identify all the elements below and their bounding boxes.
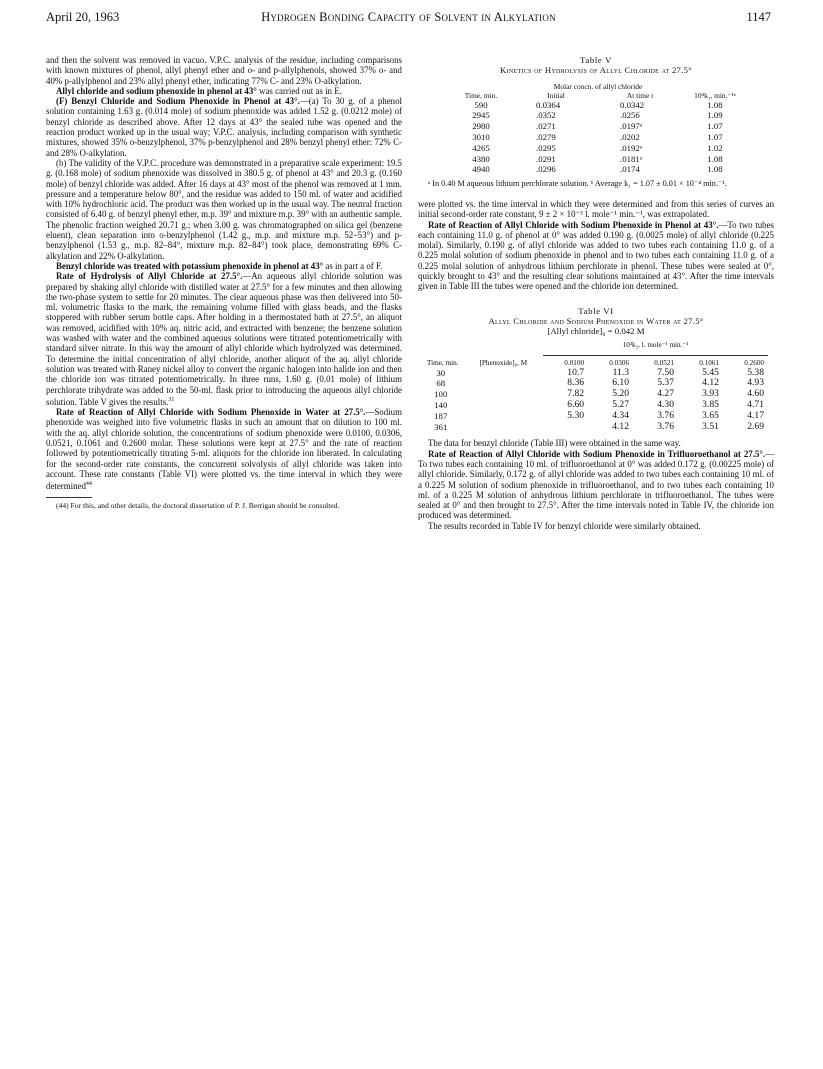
column-header: Time, min.	[464, 90, 498, 100]
table-cell: 4940	[472, 164, 490, 175]
table-cell: 2945	[472, 110, 490, 121]
table-cell: 1.02	[707, 142, 723, 153]
paragraph: and then the solvent was removed in vacuo. V.P.C. analysis of the residue, including comparisons with known mixtures of phenol, allyl phenyl ether and o- and p-allylphenols, showed 37% o- and 40% p-allylphenol and 23% allyl phenyl ether, indicating 77% C- and 23% O-alkylation.	[46, 55, 402, 86]
table-cell: 6.10	[612, 377, 630, 389]
footnote-rule	[46, 497, 92, 498]
table-cell: .0291	[536, 153, 556, 164]
paragraph: (F) Benzyl Chloride and Sodium Phenoxide in Phenol at 43°.—(a) To 30 g. of a phenol solution containing 1.63 g. (0.014 mole) of sodium phenoxide was added 1.52 g. (0.0212 mole) of benzyl chloride as described above. After 12 days at 43° the sealed tube was opened and the reaction product worked up in the usual way; V.P.C. analysis, including comparison with synthetic mixtures, showed 35% o-benzylphenol, 37% p-benzylphenol and 28% benzyl phenyl ether: 72% C- and 28% O-alkylation.	[46, 96, 402, 158]
table-cell: 5.27	[612, 398, 630, 410]
column-header: 0.2600	[744, 358, 764, 367]
table-cell: 5.30	[567, 409, 585, 421]
table-cell: .0352	[536, 110, 556, 121]
table-row	[448, 121, 748, 132]
column-header: 0.0306	[609, 358, 630, 367]
table-cell: 4.17	[747, 409, 764, 421]
table-cell: 1.08	[707, 164, 723, 175]
table-cell: 3.51	[702, 420, 719, 432]
column-header: Time, min.	[427, 358, 459, 367]
table-label: Table VI	[578, 305, 614, 316]
table-cell: 1.07	[707, 131, 723, 142]
table-cell: 3.76	[657, 409, 674, 421]
reference-mark: 44	[85, 481, 92, 488]
table-cell: 590	[474, 99, 488, 110]
table-cell: 6.60	[567, 398, 585, 410]
table-cell: .0181ᵃ	[620, 153, 643, 164]
reference-mark: 31	[168, 396, 175, 403]
table-cell	[464, 389, 544, 400]
table-row	[448, 143, 748, 154]
column-header: 0.1061	[699, 358, 719, 367]
paragraph-heading: Benzyl chloride was treated with potassium phenoxide in phenol at 43°	[56, 260, 324, 271]
table-cell: 4.60	[747, 388, 764, 400]
table-label: Table V	[579, 55, 612, 65]
table-note: ᵃ In 0.40 M aqueous lithium perchlorate solution. ᵇ Average k₁ = 1.07 ± 0.01 × 10⁻⁴ min.⁻¹.	[428, 179, 727, 189]
table-cell: 1.09	[707, 110, 723, 121]
paragraph-heading: Rate of Reaction of Allyl Chloride with Sodium Phenoxide in Water at 27.5°.	[56, 407, 366, 418]
table-cell: 4.30	[657, 398, 674, 410]
table-row	[448, 132, 748, 143]
table-cell: 11.3	[612, 366, 630, 378]
table-cell: 7.50	[657, 366, 674, 378]
column-header: 0.0100	[564, 358, 585, 367]
table-cell: 4.93	[747, 377, 764, 389]
table-cell: 10.7	[567, 366, 585, 378]
table-cell: 5.20	[612, 388, 630, 400]
left-column	[46, 55, 402, 510]
paragraph: (b) The validity of the V.P.C. procedure was demonstrated in a preparative scale experiment: 19.5 g. (0.168 mole) of sodium phenoxide was dissolved in 380.5 g. of phenol at 43° and 20.3 g. (0.160 mole) of benzyl chloride was added. After 16 days at 43° most of the phenol was removed at 1 mm. pressure and a temperature below 80°, and the residue was added to 150 ml. of water and acidified with 10% hydrochloric acid. The product was then worked up in the usual way. The neutral fraction consisted of 6.40 g. of benzyl phenyl ether, m.p. 39° and mixture m.p. 39° with an authentic sample. The phenolic fraction weighed 20.71 g.; when 3.00 g. was chromatographed on silica gel (benzene eluent), clean separation into o-benzylphenol (1.42 g., m.p. and mixture m.p. 52–53°) and p-benzylphenol (1.53 g., m.p. 82–84°, mixture m.p. 82–84°) took place, demonstrating 69% C-alkylation and 22% O-alkylation.	[46, 157, 402, 261]
table-caption: Allyl Chloride and Sodium Phenoxide in Water at 27.5°	[488, 315, 704, 326]
table-cell: .0192ᵃ	[620, 142, 643, 153]
paragraph-heading: Rate of Reaction of Allyl Chloride with Sodium Phenoxide in Trifluoroethanol at 27.5°.	[428, 448, 766, 459]
table-cell: 3010	[472, 131, 490, 142]
table-cell: .0295	[536, 142, 556, 153]
paragraph: The results recorded in Table IV for benzyl chloride were similarly obtained.	[428, 520, 701, 531]
table-subcaption: [Allyl chloride]₀ = 0.042 M	[547, 326, 645, 337]
table-cell: 68	[436, 378, 446, 389]
table-cell: .0256	[620, 110, 640, 121]
table-row	[448, 154, 748, 165]
header-date: April 20, 1963	[46, 10, 120, 24]
paragraph-heading: Rate of Hydrolysis of Allyl Chloride at 27.5°.	[56, 271, 243, 282]
table-row	[448, 100, 748, 111]
paragraph: The data for benzyl chloride (Table III) were obtained in the same way.	[428, 438, 681, 449]
table-caption: Kinetics of Hydrolysis of Allyl Chloride at 27.5°	[500, 65, 692, 76]
paragraph: Rate of Reaction of Allyl Chloride with Sodium Phenoxide in Phenol at 43°.—To two tubes each containing 11.0 g. of phenol at 0° was added 0.190 g. (0.0025 mole) of allyl chloride (0.225 molal). Similarly, 0.190 g. of allyl chloride was added to two tubes each containing 11.0 g. of a 0.225 molal solution of sodium phenoxide in phenol and to two tubes each containing 11.0 g. of a 0.225 molal solution of anhydrous lithium perchlorate in phenol. These tubes were sealed at 0°, quickly brought to 43° and the resulting clear solutions maintained at 43°. After the time intervals given in Table III the tubes were opened and the chloride ion determined.	[418, 219, 774, 292]
table-cell	[543, 422, 588, 433]
column-group-header: Molar concn. of allyl chloride	[553, 81, 643, 91]
table-row	[422, 422, 768, 433]
table-cell: 1.07	[707, 121, 723, 132]
table-cell: 4.12	[702, 377, 719, 389]
table-cell: .0296	[536, 164, 556, 175]
paragraph: were plotted vs. the time interval in which they were determined and from this series of curves an initial second-order rate constant, 9 ± 2 × 10⁻³ l. mole⁻¹ min.⁻¹, was extrapolated.	[418, 198, 775, 220]
table-cell: .0271	[536, 121, 556, 132]
paragraph: Rate of Hydrolysis of Allyl Chloride at 27.5°.—An aqueous allyl chloride solution was prepared by shaking allyl chloride with distilled water at 27.5° for a few minutes and then allowing the two-phase system to settle for 20 minutes. The clear aqueous phase was then delivered into 50-ml. volumetric flasks to the mark, the remaining volume filled with glass beads, and the flasks stoppered with rubber serum bottle caps. After holding in a thermostated bath at 27.5°, an aliquot was removed, acidified with 10% aq. nitric acid, and extracted with benzene; the benzene solution was washed with water and the combined aqueous solutions were titrated potentiometrically with standard silver nitrate. In this way the amount of allyl chloride which hydrolyzed was determined. To determine the initial concentration of allyl chloride, another aliquot of the aq. allyl chloride solution was treated with Raney nickel alloy to convert the organic halogen into halide ion and then the chloride ion was titrated potentiometrically. In three runs, 1.60 g. (0.01 mole) of lithium perchlorate trihydrate was added to the 50-ml. flask prior to introducing the aqueous allyl chloride solution. Table V gives the results.$^{31}$	[46, 271, 402, 407]
table-cell: 100	[434, 389, 448, 400]
paragraph: Benzyl chloride was treated with potassium phenoxide in phenol at 43° as in part a of F.	[56, 260, 383, 271]
table-cell	[464, 411, 544, 422]
table-cell: 361	[434, 421, 448, 432]
right-column	[418, 55, 774, 531]
table-row	[448, 110, 748, 121]
header-title: Hydrogen Bonding Capacity of Solvent in Alkylation	[261, 10, 556, 24]
table-row	[422, 411, 768, 422]
table-cell: 7.82	[567, 388, 585, 400]
table-cell: .0197ᵃ	[620, 121, 643, 132]
table-cell	[464, 368, 544, 379]
table-cell: 4380	[472, 153, 490, 164]
column-header: 10⁴k₁, min.⁻¹ᵇ	[694, 90, 736, 100]
table-vi	[422, 341, 768, 433]
table-cell: 8.36	[567, 377, 585, 389]
table-cell: 1.08	[707, 99, 723, 110]
column-header: 0.0521	[654, 358, 674, 367]
column-header: [Phenoxide]₀, M	[479, 358, 528, 367]
table-cell: 5.37	[657, 377, 674, 389]
table-cell: 0.0364	[536, 99, 561, 110]
table-cell: 140	[434, 399, 448, 410]
table-cell: 3.85	[702, 398, 719, 410]
column-header: Initial	[547, 90, 565, 100]
paragraph-heading: Allyl chloride and sodium phenoxide in phenol at 43°	[56, 85, 257, 96]
column-group-header: 10³k₂, l. mole⁻¹ min.⁻¹	[543, 341, 768, 359]
table-cell	[464, 422, 544, 433]
paragraph: Rate of Reaction of Allyl Chloride with Sodium Phenoxide in Water at 27.5°.—Sodium phenoxide was weighed into five volumetric flasks in such an amount that on dilution to 100 ml. with the aq. allyl chloride solution, the concentrations of sodium phenoxide were 0.0100, 0.0306, 0.0521, 0.1061 and 0.2600 molar. These solutions were kept at 27.5° and the rate of reaction followed by potentiometrically titrating 5-ml. aliquots for the chloride ion liberated. In calculating for the second-order rate constants, the concurrent solvolysis of allyl chloride was taken into account. These rate constants (Table VI) were plotted vs. the time interval in which they were determined$^{44}$	[46, 407, 402, 492]
table-cell: 1.08	[707, 153, 723, 164]
table-cell: 4.12	[612, 420, 630, 432]
table-cell: 5.45	[702, 366, 719, 378]
footnote: (44) For this, and other details, the doctoral dissertation of P. J. Berrigan should be consulted.	[56, 501, 340, 511]
table-cell: 2.69	[747, 420, 764, 432]
table-cell: .0174	[620, 164, 640, 175]
table-cell: 2980	[472, 121, 490, 132]
table-cell: 4265	[472, 142, 490, 153]
table-cell	[464, 400, 544, 411]
table-cell: 4.71	[747, 398, 764, 410]
table-cell: 0.0342	[620, 99, 645, 110]
page-number: 1147	[746, 10, 771, 24]
table-cell: 5.38	[747, 366, 764, 378]
paragraph-heading: (F) Benzyl Chloride and Sodium Phenoxide in Phenol at 43°.	[56, 96, 300, 107]
table-cell: 4.27	[657, 388, 674, 400]
table-cell: 4.34	[612, 409, 630, 421]
column-header: At time t	[626, 90, 654, 100]
table-cell: 187	[434, 410, 448, 421]
table-cell: 3.65	[702, 409, 719, 421]
table-cell	[464, 378, 544, 389]
table-cell: 3.76	[657, 420, 674, 432]
paragraph-heading: Rate of Reaction of Allyl Chloride with Sodium Phenoxide in Phenol at 43°.	[428, 219, 719, 230]
table-cell: .0202	[620, 131, 640, 142]
table-cell: .0279	[536, 131, 556, 142]
paragraph: Allyl chloride and sodium phenoxide in phenol at 43° was carried out as in E.	[56, 85, 342, 96]
running-header	[46, 10, 771, 28]
table-row	[448, 164, 748, 175]
table-cell: 3.93	[702, 388, 719, 400]
table-v	[448, 82, 748, 176]
table-cell: 30	[436, 367, 446, 378]
paragraph: Rate of Reaction of Allyl Chloride with Sodium Phenoxide in Trifluoroethanol at 27.5°.—To two tubes each containing 10 ml. of trifluoroethanol at 0° was added 0.172 g. (0.00225 mole) of allyl chloride. Similarly, 0.172 g. of allyl chloride was added to two tubes each containing 10 ml. of a 0.225 M solution of sodium phenoxide in trifluoroethanol, and to two tubes each containing 10 ml. of a 0.225 M solution of anhydrous lithium perchlorate in trifluoroethanol. The tubes were sealed at 0° and then brought to 27.5°. After the time intervals noted in Table IV, the chloride ion produced was determined.	[418, 448, 774, 521]
